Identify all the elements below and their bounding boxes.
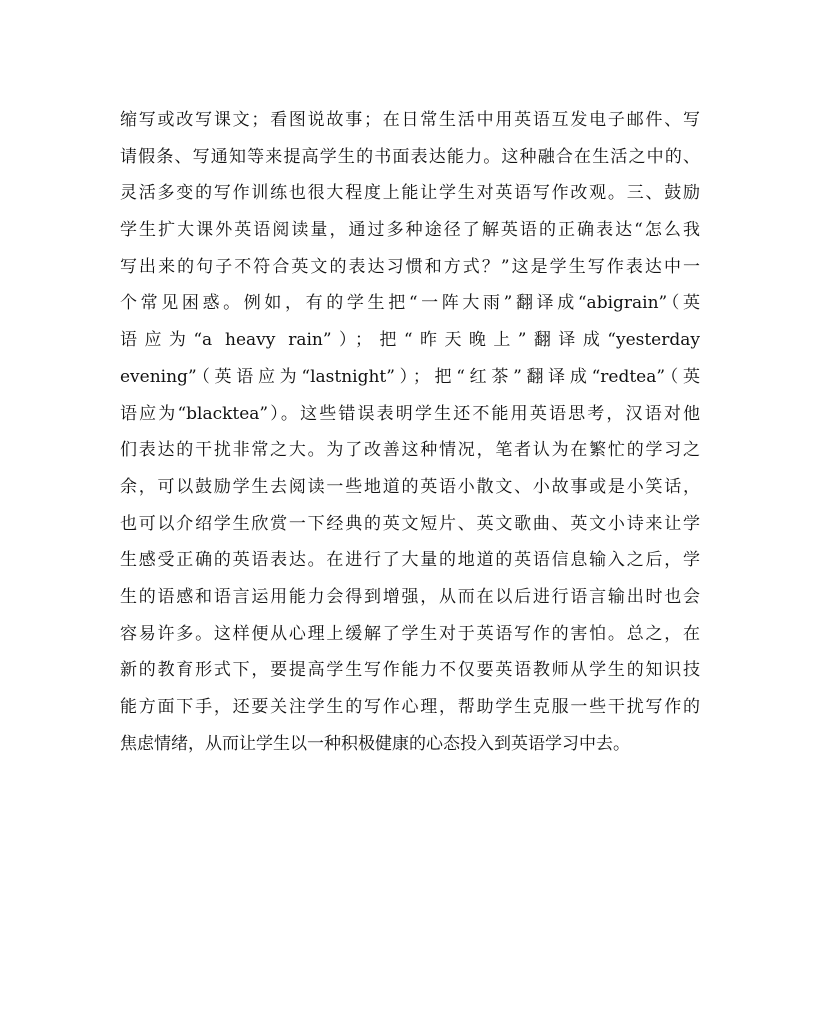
text-line: 语应为“blacktea”）。这些错误表明学生还不能用英语思考，汉语对他 [120,403,700,424]
text-line: 焦虑情绪，从而让学生以一种积极健康的心态投入到英语学习中去。 [120,733,630,754]
text-line: 学生扩大课外英语阅读量，通过多种途径了解英语的正确表达“怎么我 [120,220,700,241]
text-line: 也可以介绍学生欣赏一下经典的英文短片、英文歌曲、英文小诗来让学 [120,513,700,534]
text-line: 语应为“a heavy rain”）；把“昨天晚上”翻译成“yesterday [120,330,700,351]
text-line: 请假条、写通知等来提高学生的书面表达能力。这种融合在生活之中的、 [120,146,700,167]
text-line: evening”（英语应为“lastnight”）；把“红茶”翻译成“redtea”（英 [120,366,700,387]
text-line: 新的教育形式下，要提高学生写作能力不仅要英语教师从学生的知识技 [120,660,700,681]
text-line: 容易许多。这样便从心理上缓解了学生对于英语写作的害怕。总之，在 [120,623,700,644]
text-line: 生的语感和语言运用能力会得到增强，从而在以后进行语言输出时也会 [120,586,700,607]
text-line: 写出来的句子不符合英文的表达习惯和方式？”这是学生写作表达中一 [120,256,700,277]
text-line: 余，可以鼓励学生去阅读一些地道的英语小散文、小故事或是小笑话， [120,476,700,497]
body-paragraph [120,102,700,762]
text-line: 灵活多变的写作训练也很大程度上能让学生对英语写作改观。三、鼓励 [120,183,700,204]
text-line: 个常见困惑。例如，有的学生把“一阵大雨”翻译成“abigrain”（英 [120,293,700,314]
text-line: 能方面下手，还要关注学生的写作心理，帮助学生克服一些干扰写作的 [120,697,700,717]
text-line: 们表达的干扰非常之大。为了改善这种情况，笔者认为在繁忙的学习之 [120,440,700,461]
text-line: 缩写或改写课文；看图说故事；在日常生活中用英语互发电子邮件、写 [120,110,700,130]
text-line: 生感受正确的英语表达。在进行了大量的地道的英语信息输入之后，学 [120,550,700,571]
